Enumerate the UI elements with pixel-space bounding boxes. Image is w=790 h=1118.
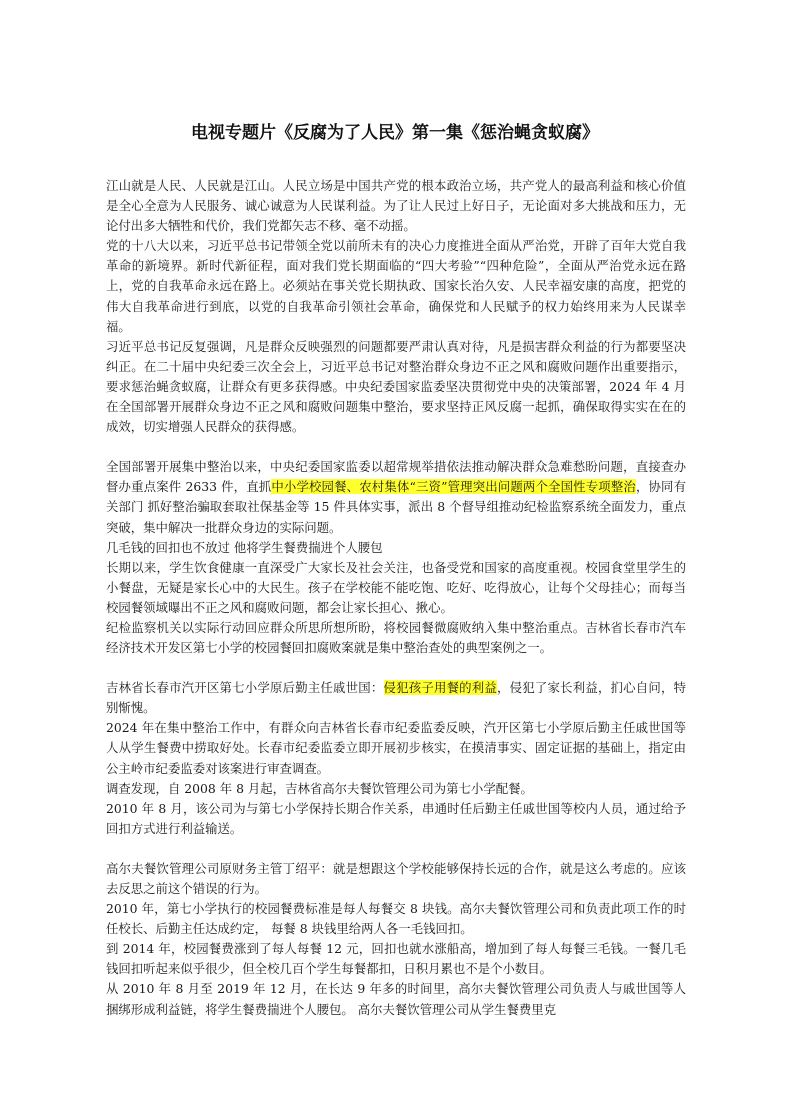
paragraph <box>106 678 686 718</box>
highlighted-text: 中小学校园餐、农村集体“三资”管理突出问题两个全国性专项整治 <box>271 479 636 495</box>
paragraph-spacer <box>106 658 686 678</box>
document-body <box>106 176 686 1020</box>
paragraph-spacer <box>106 437 686 457</box>
document-title: 电视专题片《反腐为了人民》第一集《惩治蝇贪蚁腐》 <box>191 123 599 143</box>
paragraph-text: ，侵犯了家长利益，扪心自问，特别惭愧。 <box>106 680 687 716</box>
paragraph: 从 2010 年 8 月至 2019 年 12 月，在长达 9 年多的时间里，高尔夫餐饮管理公司负责人与戚世国等人捆绑形成利益链，将学生餐费揣进个人腰包。 高尔夫餐饮管理公司从学生餐费里克 <box>106 981 686 1017</box>
paragraph <box>106 457 686 537</box>
paragraph: 纪检监察机关以实际行动回应群众所思所想所盼，将校园餐微腐败纳入集中整治重点。吉林省长春市汽车经济技术开发区第七小学的校园餐回扣腐败案就是集中整治查处的典型案例之一。 <box>106 619 686 656</box>
paragraph: 几毛钱的回扣也不放过 他将学生餐费揣进个人腰包 <box>106 539 383 555</box>
paragraph: 党的十八大以来，习近平总书记带领全党以前所未有的决心力度推进全面从严治党，开辟了百年大党自我革命的新境界。新时代新征程，面对我们党长期面临的“四大考验”“四种危险”，全面从严治党永远在路上，党的自我革命永远在路上。必须站在事关党长期执政、国家长治久安、人民幸福安康的高度，把党的伟大自我革命进行到底，以党的自我革命引领社会革命，确保党和人民赋予的权力始终用来为人民谋幸福。 <box>106 238 686 334</box>
highlighted-text: 侵犯孩子用餐的利益 <box>383 680 498 696</box>
paragraph: 到 2014 年，校园餐费涨到了每人每餐 12 元，回扣也就水涨船高，增加到了每人每餐三毛钱。一餐几毛钱回扣听起来似乎很少，但全校几百个学生每餐都扣，日积月累也不是个小数目。 <box>106 941 686 977</box>
paragraph: 2010 年，第七小学执行的校园餐费标准是每人每餐交 8 块钱。高尔夫餐饮管理公司和负责此项工作的时任校长、后勤主任达成约定， 每餐 8 块钱里给两人各一毛钱回扣。 <box>106 901 686 937</box>
paragraph-text: 全国部署开展集中整治以来，中央纪委国家监委以超常规举措依法推动解决群众急难愁盼问题，直接查办督办重点案件 2633 件，直抓 <box>106 459 686 495</box>
paragraph-text: ，协同有关部门 抓好整治骗取套取社保基金等 15 件具体实事，派出 8 个督导组推动纪检监察系统全面发力，重点突破，集中解决一批群众身边的实际问题。 <box>106 479 687 535</box>
paragraph: 2024 年在集中整治工作中，有群众向吉林省长春市纪委监委反映，汽开区第七小学原后勤主任戚世国等人从学生餐费中捞取好处。长春市纪委监委立即开展初步核实，在摸清事实、固定证据的基础上，指定由公主岭市纪委监委对该案进行审查调查。 <box>106 720 686 776</box>
paragraph-text: 吉林省长春市汽开区第七小学原后勤主任戚世国： <box>106 680 384 696</box>
paragraph: 2010 年 8 月，该公司为与第七小学保持长期合作关系，串通时任后勤主任戚世国等校内人员，通过给予回扣方式进行利益输送。 <box>106 800 686 836</box>
paragraph: 习近平总书记反复强调，凡是群众反映强烈的问题都要严肃认真对待，凡是损害群众利益的行为都要坚决纠正。在二十届中央纪委三次全会上，习近平总书记对整治群众身边不正之风和腐败问题作出重要指示，要求惩治蝇贪蚁腐，让群众有更多获得感。中央纪委国家监委坚决贯彻党中央的决策部署，2024 年 4 月在全国部署开展群众身边不正之风和腐败问题集中整治，要求坚持正风反腐一起抓，确保取得实实在在的成效，切实增强人民群众的获得感。 <box>106 338 686 435</box>
paragraph: 江山就是人民、人民就是江山。人民立场是中国共产党的根本政治立场，共产党人的最高利益和核心价值是全心全意为人民服务、诚心诚意为人民谋利益。为了让人民过上好日子，无论面对多大挑战和压力，无论付出多大牺牲和代价，我们党都矢志不移、毫不动摇。 <box>106 178 686 234</box>
paragraph-spacer <box>106 839 686 859</box>
paragraph: 长期以来，学生饮食健康一直深受广大家长及社会关注，也备受党和国家的高度重视。校园食堂里学生的小餐盘，无疑是家长心中的大民生。孩子在学校能不能吃饱、吃好、吃得放心，让每个父母挂心；而每当校园餐领域曝出不正之风和腐败问题，都会让家长担心、揪心。 <box>106 559 686 615</box>
paragraph: 调查发现，自 2008 年 8 月起，吉林省高尔夫餐饮管理公司为第七小学配餐。 <box>106 780 533 796</box>
paragraph: 高尔夫餐饮管理公司原财务主管丁绍平：就是想跟这个学校能够保持长远的合作，就是这么考虑的。应该去反思之前这个错误的行为。 <box>106 860 686 896</box>
